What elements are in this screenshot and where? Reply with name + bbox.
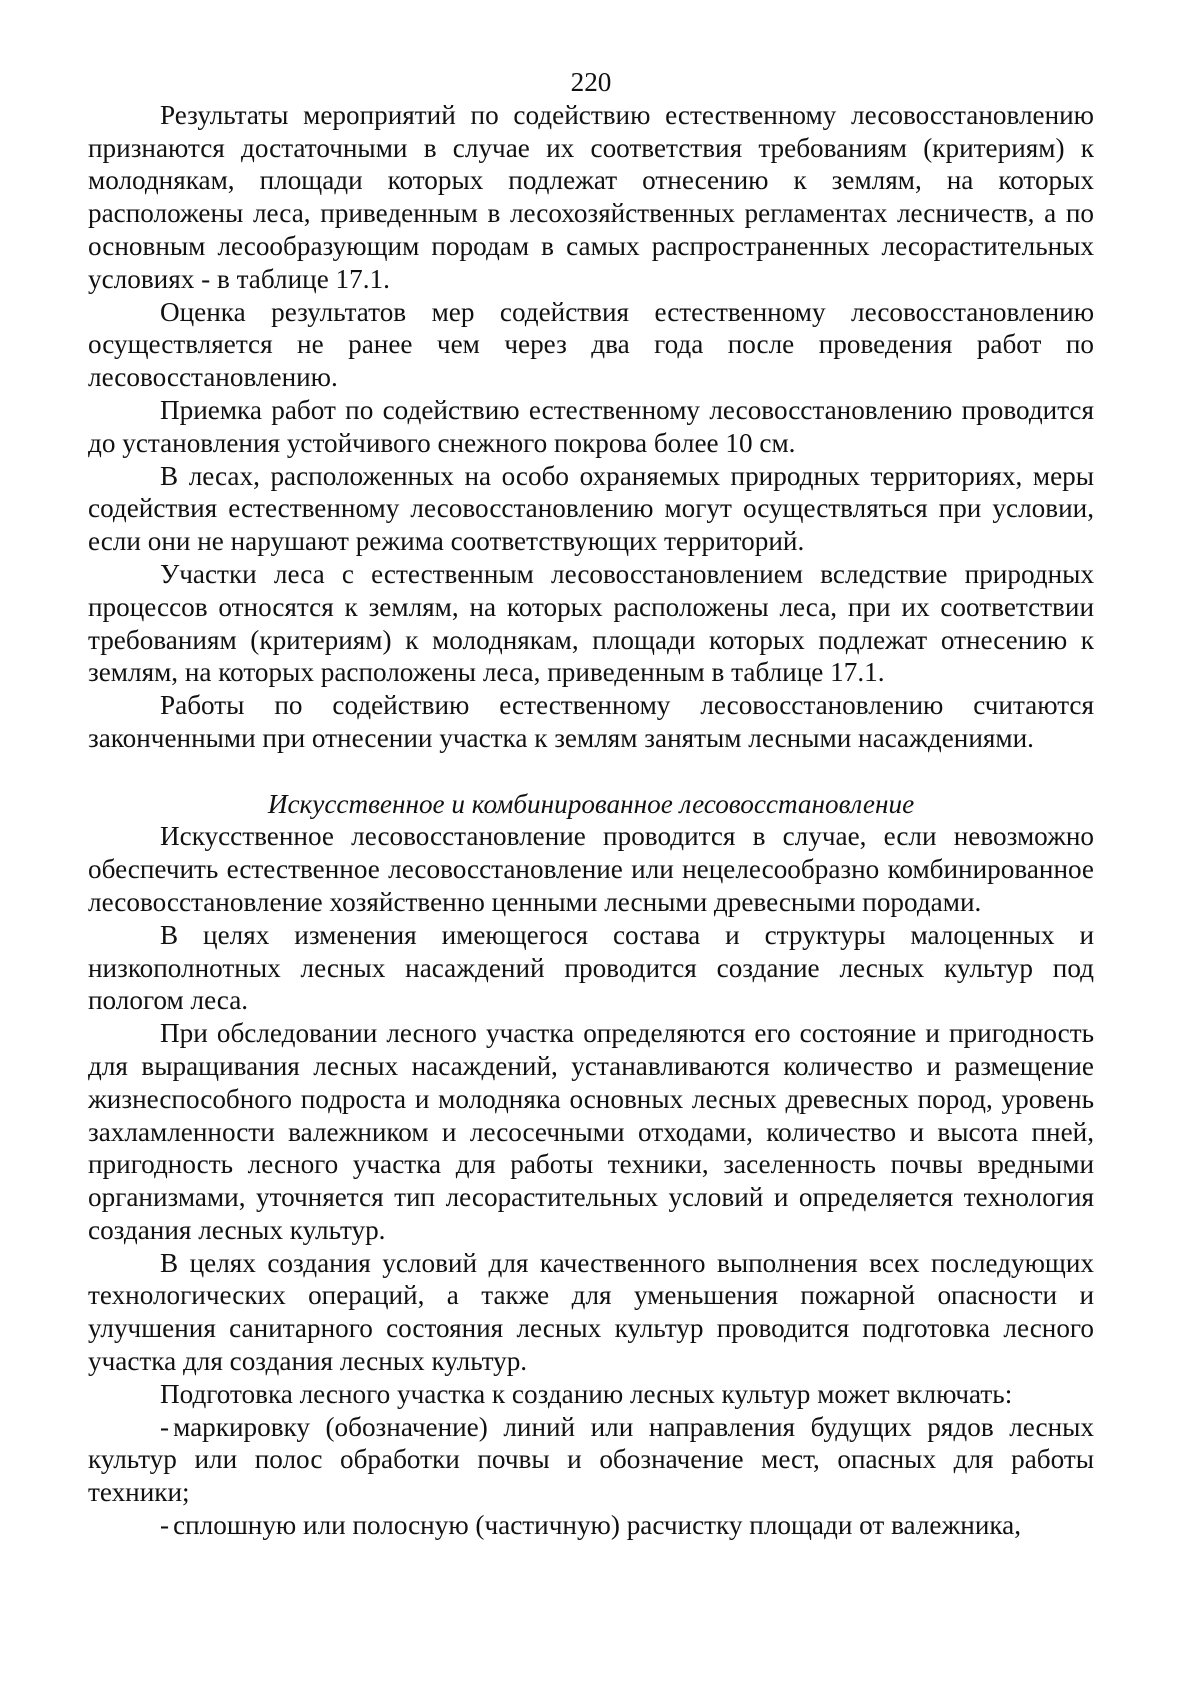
list-dash: - [160, 1411, 170, 1442]
paragraph-under-canopy-cultures: В целях изменения имеющегося состава и структуры малоценных и низкополнотных лесных насаждений проводится создание лесных культур под пологом леса. [88, 919, 1094, 1016]
paragraph-protected-territories: В лесах, расположенных на особо охраняемых природных территориях, меры содействия естественному лесовосстановлению могут осуществляться при условии, если они не нарушают режима соответствующих территорий. [88, 460, 1094, 557]
list-item-marking [88, 1411, 1094, 1509]
list-item-text: сплошную или полосную (частичную) расчистку площади от валежника, [173, 1510, 1022, 1541]
list-item-clearing [88, 1509, 1094, 1542]
paragraph-results-criteria: Результаты мероприятий по содействию естественному лесовосстановлению признаются достаточными в случае их соответствия требованиям (критериям) к молоднякам, площади которых подлежат отнесению к землям, на которых расположены леса, приведенным в лесохозяйственных регламентах лесничеств, а по основным лесообразующим породам в самых распространенных лесорастительных условиях - в таблице 17.1. [88, 99, 1094, 294]
paragraph-artificial-regeneration: Искусственное лесовосстановление проводится в случае, если невозможно обеспечить естественное лесовосстановление или нецелесообразно комбинированное лесовосстановление хозяйственно ценными лесными древесными породами. [88, 821, 1094, 917]
list-item-text: маркировку (обозначение) линий или направления будущих рядов лесных культур или полос обработки почвы и обозначение мест, опасных для работы техники; [88, 1411, 1094, 1508]
list-dash: - [160, 1510, 170, 1541]
paragraph-preparation-may-include: Подготовка лесного участка к созданию лесных культур может включать: [160, 1378, 1013, 1409]
document-page [88, 66, 1094, 1542]
paragraph-plot-survey: При обследовании лесного участка определяются его состояние и пригодность для выращивания лесных насаждений, устанавливаются количество и размещение жизнеспособного подроста и молодняка основных лесных древесных пород, уровень захламленности валежником и лесосечными отходами, количество и высота пней, пригодность лесного участка для работы техники, заселенность почвы вредными организмами, уточняется тип лесорастительных условий и определяется технология создания лесных культур. [88, 1018, 1094, 1245]
paragraph-plot-preparation: В целях создания условий для качественного выполнения всех последующих технологических операций, а также для уменьшения пожарной опасности и улучшения санитарного состояния лесных культур проводится подготовка лесного участка для создания лесных культур. [88, 1247, 1094, 1377]
paragraph-evaluation-timing: Оценка результатов мер содействия естественному лесовосстановлению осуществляется не ранее чем через два года после проведения работ по лесовосстановлению. [88, 296, 1094, 393]
page-number: 220 [570, 67, 612, 97]
paragraph-acceptance: Приемка работ по содействию естественному лесовосстановлению проводится до установления устойчивого снежного покрова более 10 см. [88, 394, 1094, 458]
section-heading: Искусственное и комбинированное лесовосстановление [267, 788, 915, 819]
paragraph-natural-regeneration-plots: Участки леса с естественным лесовосстановлением вследствие природных процессов относятся к землям, на которых расположены леса, при их соответствии требованиям (критериям) к молоднякам, площади которых подлежат отнесению к землям, на которых расположены леса, приведенным в таблице 17.1. [88, 558, 1094, 688]
paragraph-works-completed: Работы по содействию естественному лесовосстановлению считаются законченными при отнесении участка к землям занятым лесными насаждениями. [88, 690, 1094, 753]
